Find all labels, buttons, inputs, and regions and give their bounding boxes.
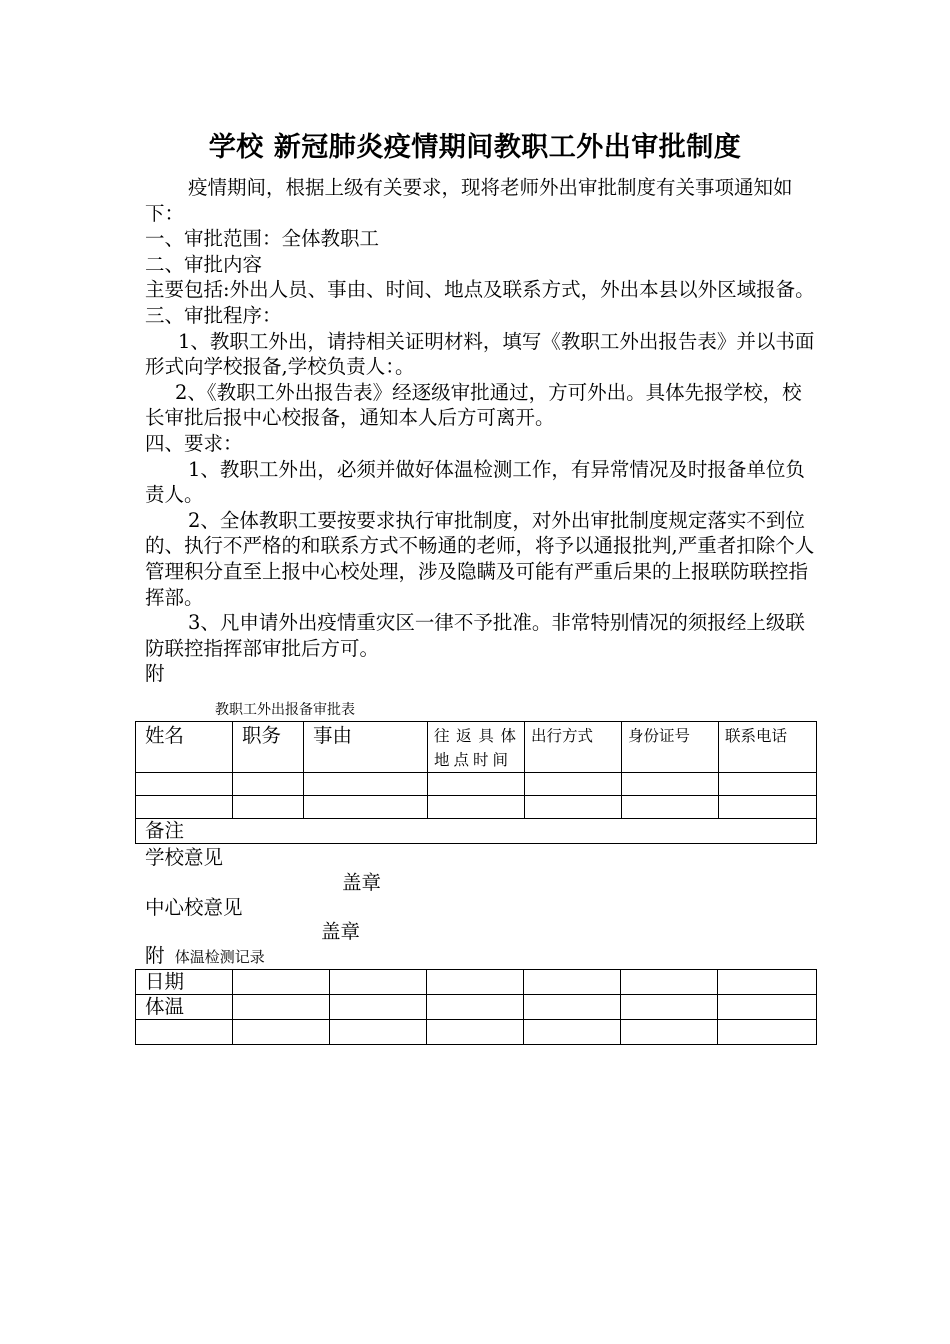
table-cell[interactable] — [427, 1020, 524, 1045]
attachment-2-mark: 附 — [145, 944, 165, 967]
attachment-label: 附 — [145, 662, 165, 686]
date-label: 日期 — [136, 970, 233, 995]
table-row — [136, 773, 817, 796]
table-cell[interactable] — [525, 773, 622, 796]
table-cell[interactable] — [330, 970, 427, 995]
header-name: 姓名 — [136, 722, 233, 773]
temperature-record-table — [135, 969, 817, 1045]
table-cell[interactable] — [330, 1020, 427, 1045]
section-2-text: 主要包括:外出人员、事由、时间、地点及联系方式，外出本县以外区域报备。 — [145, 278, 815, 302]
table-cell[interactable] — [330, 995, 427, 1020]
temperature-row — [136, 995, 817, 1020]
table-cell[interactable] — [524, 995, 621, 1020]
table-cell[interactable] — [233, 773, 304, 796]
section-2-heading: 二、审批内容 — [145, 252, 263, 276]
section-4-item-2: 2、全体教职工要按要求执行审批制度，对外出审批制度规定落实不到位的、执行不严格的和联系方式不畅通的老师，将予以通报批判,严重者扣除个人管理积分直至上报中心校处理，涉及隐瞒及可能有严重后果的上报联防联控指挥部。 — [145, 508, 815, 609]
blank-row — [136, 1020, 817, 1045]
section-1-heading: 一、审批范围：全体教职工 — [145, 227, 380, 251]
section-3-item-1: 1、教职工外出，请持相关证明材料，填写《教职工外出报告表》并以书面形式向学校报备,学校负责人：。 — [145, 329, 815, 379]
section-3-item-2: 2、《教职工外出报告表》经逐级审批通过，方可外出。具体先报学校，校长审批后报中心校报备，通知本人后方可离开。 — [145, 380, 802, 430]
header-phone: 联系电话 — [719, 722, 817, 773]
table-cell[interactable] — [621, 1020, 718, 1045]
table-cell[interactable] — [136, 773, 233, 796]
table-cell[interactable] — [621, 995, 718, 1020]
table-cell[interactable] — [233, 995, 330, 1020]
section-3-heading: 三、审批程序： — [145, 303, 282, 327]
table-cell[interactable] — [719, 773, 817, 796]
notes-row — [136, 819, 817, 844]
document-title: 学校 新冠肺炎疫情期间教职工外出审批制度 — [208, 132, 742, 163]
section-4-heading: 四、要求： — [145, 431, 243, 455]
table-cell[interactable] — [233, 970, 330, 995]
table-cell[interactable] — [524, 1020, 621, 1045]
table-cell[interactable] — [621, 970, 718, 995]
intro-paragraph: 疫情期间，根据上级有关要求，现将老师外出审批制度有关事项通知如下： — [145, 176, 793, 225]
temperature-label: 体温 — [136, 995, 233, 1020]
header-id-number: 身份证号 — [622, 722, 719, 773]
header-travel-mode: 出行方式 — [525, 722, 622, 773]
table-cell[interactable] — [525, 796, 622, 819]
table-cell[interactable] — [622, 796, 719, 819]
school-opinion-label: 学校意见 — [145, 846, 224, 869]
table-cell[interactable] — [428, 796, 525, 819]
blank-label[interactable] — [136, 1020, 233, 1045]
section-4-item-3: 3、凡申请外出疫情重灾区一律不予批准。非常特别情况的须报经上级联防联控指挥部审批后方可。 — [145, 611, 805, 660]
date-row — [136, 970, 817, 995]
school-stamp-label: 盖章 — [342, 871, 382, 894]
table-row — [136, 796, 817, 819]
attachment-2-label — [145, 944, 265, 969]
outing-report-table — [135, 721, 817, 844]
form-1-caption: 教职工外出报备审批表 — [215, 702, 355, 718]
header-reason: 事由 — [304, 722, 428, 773]
table-cell[interactable] — [304, 773, 428, 796]
table-cell[interactable] — [524, 970, 621, 995]
table-cell[interactable] — [622, 773, 719, 796]
table-cell[interactable] — [136, 796, 233, 819]
table-cell[interactable] — [718, 1020, 817, 1045]
center-stamp-label: 盖章 — [321, 920, 361, 943]
table-cell[interactable] — [428, 773, 525, 796]
center-opinion-label: 中心校意见 — [145, 896, 243, 919]
table-header-row — [136, 722, 817, 773]
table-cell[interactable] — [719, 796, 817, 819]
table-cell[interactable] — [304, 796, 428, 819]
header-position: 职务 — [233, 722, 304, 773]
table-cell[interactable] — [233, 796, 304, 819]
table-cell[interactable] — [233, 1020, 330, 1045]
table-cell[interactable] — [718, 970, 817, 995]
table-cell[interactable] — [427, 970, 524, 995]
notes-label[interactable]: 备注 — [136, 819, 817, 844]
section-4-item-1: 1、教职工外出，必须并做好体温检测工作，有异常情况及时报备单位负责人。 — [145, 457, 805, 507]
form-2-caption: 体温检测记录 — [174, 948, 265, 966]
document-body — [145, 175, 815, 687]
table-cell[interactable] — [427, 995, 524, 1020]
header-destination-time: 往返具体地点时间 — [428, 722, 525, 773]
table-cell[interactable] — [718, 995, 817, 1020]
